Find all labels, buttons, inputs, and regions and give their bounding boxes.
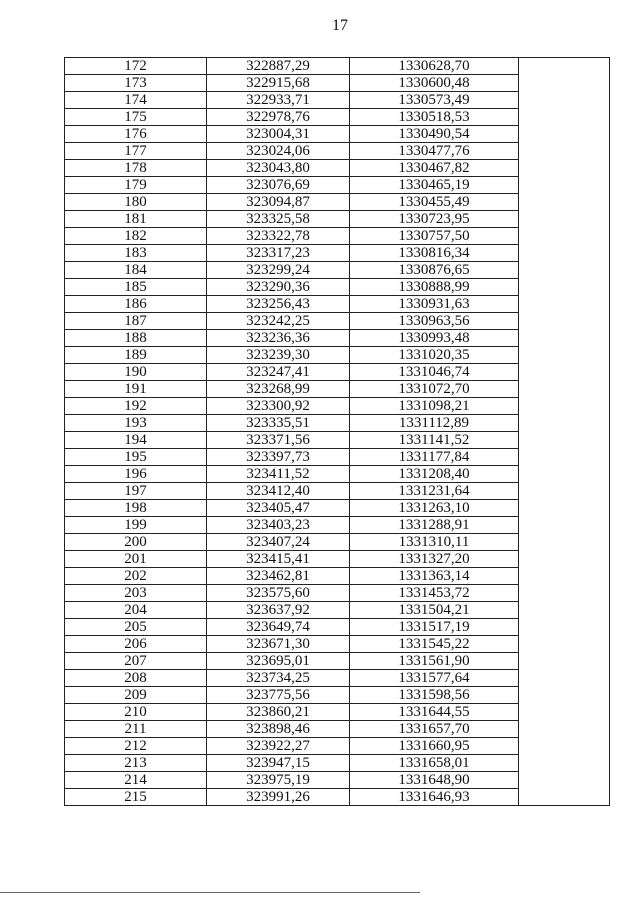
- point-number-cell: 192: [65, 398, 207, 415]
- point-number-cell: 211: [65, 721, 207, 738]
- y-coordinate-cell: 1330963,56: [350, 313, 519, 330]
- x-coordinate-cell: 323322,78: [207, 228, 350, 245]
- y-coordinate-cell: 1331577,64: [350, 670, 519, 687]
- point-number-cell: 201: [65, 551, 207, 568]
- x-coordinate-cell: 323247,41: [207, 364, 350, 381]
- x-coordinate-cell: 323649,74: [207, 619, 350, 636]
- y-coordinate-cell: 1330455,49: [350, 194, 519, 211]
- y-coordinate-cell: 1331545,22: [350, 636, 519, 653]
- point-number-cell: 193: [65, 415, 207, 432]
- point-number-cell: 173: [65, 75, 207, 92]
- x-coordinate-cell: 323637,92: [207, 602, 350, 619]
- y-coordinate-cell: 1330600,48: [350, 75, 519, 92]
- point-number-cell: 208: [65, 670, 207, 687]
- y-coordinate-cell: 1331263,10: [350, 500, 519, 517]
- y-coordinate-cell: 1331327,20: [350, 551, 519, 568]
- empty-notes-column: [519, 58, 610, 806]
- x-coordinate-cell: 323024,06: [207, 143, 350, 160]
- y-coordinate-cell: 1331098,21: [350, 398, 519, 415]
- point-number-cell: 175: [65, 109, 207, 126]
- y-coordinate-cell: 1331288,91: [350, 517, 519, 534]
- y-coordinate-cell: 1331660,95: [350, 738, 519, 755]
- x-coordinate-cell: 323898,46: [207, 721, 350, 738]
- y-coordinate-cell: 1331112,89: [350, 415, 519, 432]
- point-number-cell: 215: [65, 789, 207, 806]
- x-coordinate-cell: 323239,30: [207, 347, 350, 364]
- y-coordinate-cell: 1331504,21: [350, 602, 519, 619]
- point-number-cell: 181: [65, 211, 207, 228]
- y-coordinate-cell: 1331658,01: [350, 755, 519, 772]
- y-coordinate-cell: 1330465,19: [350, 177, 519, 194]
- point-number-cell: 210: [65, 704, 207, 721]
- point-number-cell: 195: [65, 449, 207, 466]
- point-number-cell: 190: [65, 364, 207, 381]
- point-number-cell: 206: [65, 636, 207, 653]
- y-coordinate-cell: 1330876,65: [350, 262, 519, 279]
- point-number-cell: 200: [65, 534, 207, 551]
- y-coordinate-cell: 1330573,49: [350, 92, 519, 109]
- point-number-cell: 184: [65, 262, 207, 279]
- y-coordinate-cell: 1331646,93: [350, 789, 519, 806]
- y-coordinate-cell: 1331644,55: [350, 704, 519, 721]
- x-coordinate-cell: 322933,71: [207, 92, 350, 109]
- y-coordinate-cell: 1330723,95: [350, 211, 519, 228]
- page-number: 17: [332, 17, 348, 34]
- y-coordinate-cell: 1331657,70: [350, 721, 519, 738]
- point-number-cell: 186: [65, 296, 207, 313]
- point-number-cell: 185: [65, 279, 207, 296]
- coordinates-table-body: [65, 58, 610, 806]
- point-number-cell: 188: [65, 330, 207, 347]
- point-number-cell: 198: [65, 500, 207, 517]
- y-coordinate-cell: 1331310,11: [350, 534, 519, 551]
- x-coordinate-cell: 323242,25: [207, 313, 350, 330]
- coordinates-table-wrapper: [64, 57, 610, 806]
- x-coordinate-cell: 323004,31: [207, 126, 350, 143]
- x-coordinate-cell: 323775,56: [207, 687, 350, 704]
- y-coordinate-cell: 1330467,82: [350, 160, 519, 177]
- x-coordinate-cell: 323991,26: [207, 789, 350, 806]
- point-number-cell: 180: [65, 194, 207, 211]
- y-coordinate-cell: 1330628,70: [350, 58, 519, 75]
- x-coordinate-cell: 323290,36: [207, 279, 350, 296]
- point-number-cell: 191: [65, 381, 207, 398]
- x-coordinate-cell: 323299,24: [207, 262, 350, 279]
- x-coordinate-cell: 323268,99: [207, 381, 350, 398]
- y-coordinate-cell: 1330757,50: [350, 228, 519, 245]
- point-number-cell: 204: [65, 602, 207, 619]
- y-coordinate-cell: 1331208,40: [350, 466, 519, 483]
- y-coordinate-cell: 1331517,19: [350, 619, 519, 636]
- point-number-cell: 182: [65, 228, 207, 245]
- x-coordinate-cell: 323695,01: [207, 653, 350, 670]
- y-coordinate-cell: 1331363,14: [350, 568, 519, 585]
- x-coordinate-cell: 323403,23: [207, 517, 350, 534]
- x-coordinate-cell: 323076,69: [207, 177, 350, 194]
- x-coordinate-cell: 323407,24: [207, 534, 350, 551]
- y-coordinate-cell: 1331046,74: [350, 364, 519, 381]
- x-coordinate-cell: 323317,23: [207, 245, 350, 262]
- x-coordinate-cell: 323335,51: [207, 415, 350, 432]
- y-coordinate-cell: 1331177,84: [350, 449, 519, 466]
- x-coordinate-cell: 322887,29: [207, 58, 350, 75]
- point-number-cell: 203: [65, 585, 207, 602]
- x-coordinate-cell: 323043,80: [207, 160, 350, 177]
- x-coordinate-cell: 323860,21: [207, 704, 350, 721]
- point-number-cell: 212: [65, 738, 207, 755]
- y-coordinate-cell: 1330518,53: [350, 109, 519, 126]
- y-coordinate-cell: 1330816,34: [350, 245, 519, 262]
- x-coordinate-cell: 323405,47: [207, 500, 350, 517]
- y-coordinate-cell: 1331453,72: [350, 585, 519, 602]
- y-coordinate-cell: 1331020,35: [350, 347, 519, 364]
- point-number-cell: 213: [65, 755, 207, 772]
- x-coordinate-cell: 323411,52: [207, 466, 350, 483]
- x-coordinate-cell: 323397,73: [207, 449, 350, 466]
- x-coordinate-cell: 323412,40: [207, 483, 350, 500]
- point-number-cell: 178: [65, 160, 207, 177]
- y-coordinate-cell: 1331141,52: [350, 432, 519, 449]
- point-number-cell: 174: [65, 92, 207, 109]
- x-coordinate-cell: 323415,41: [207, 551, 350, 568]
- table-row: [65, 58, 610, 75]
- y-coordinate-cell: 1331072,70: [350, 381, 519, 398]
- point-number-cell: 207: [65, 653, 207, 670]
- x-coordinate-cell: 323975,19: [207, 772, 350, 789]
- y-coordinate-cell: 1331598,56: [350, 687, 519, 704]
- point-number-cell: 209: [65, 687, 207, 704]
- x-coordinate-cell: 323575,60: [207, 585, 350, 602]
- point-number-cell: 187: [65, 313, 207, 330]
- x-coordinate-cell: 322978,76: [207, 109, 350, 126]
- point-number-cell: 183: [65, 245, 207, 262]
- point-number-cell: 199: [65, 517, 207, 534]
- point-number-cell: 177: [65, 143, 207, 160]
- y-coordinate-cell: 1331561,90: [350, 653, 519, 670]
- y-coordinate-cell: 1330490,54: [350, 126, 519, 143]
- point-number-cell: 196: [65, 466, 207, 483]
- x-coordinate-cell: 323236,36: [207, 330, 350, 347]
- point-number-cell: 197: [65, 483, 207, 500]
- y-coordinate-cell: 1331648,90: [350, 772, 519, 789]
- point-number-cell: 176: [65, 126, 207, 143]
- page-bottom-rule: [0, 892, 420, 893]
- point-number-cell: 202: [65, 568, 207, 585]
- x-coordinate-cell: 322915,68: [207, 75, 350, 92]
- x-coordinate-cell: 323094,87: [207, 194, 350, 211]
- y-coordinate-cell: 1330888,99: [350, 279, 519, 296]
- x-coordinate-cell: 323371,56: [207, 432, 350, 449]
- point-number-cell: 205: [65, 619, 207, 636]
- x-coordinate-cell: 323671,30: [207, 636, 350, 653]
- point-number-cell: 179: [65, 177, 207, 194]
- x-coordinate-cell: 323462,81: [207, 568, 350, 585]
- point-number-cell: 194: [65, 432, 207, 449]
- x-coordinate-cell: 323947,15: [207, 755, 350, 772]
- x-coordinate-cell: 323256,43: [207, 296, 350, 313]
- x-coordinate-cell: 323922,27: [207, 738, 350, 755]
- x-coordinate-cell: 323300,92: [207, 398, 350, 415]
- y-coordinate-cell: 1330931,63: [350, 296, 519, 313]
- y-coordinate-cell: 1330993,48: [350, 330, 519, 347]
- x-coordinate-cell: 323734,25: [207, 670, 350, 687]
- y-coordinate-cell: 1331231,64: [350, 483, 519, 500]
- point-number-cell: 214: [65, 772, 207, 789]
- point-number-cell: 172: [65, 58, 207, 75]
- y-coordinate-cell: 1330477,76: [350, 143, 519, 160]
- coordinates-table: [64, 57, 610, 806]
- point-number-cell: 189: [65, 347, 207, 364]
- x-coordinate-cell: 323325,58: [207, 211, 350, 228]
